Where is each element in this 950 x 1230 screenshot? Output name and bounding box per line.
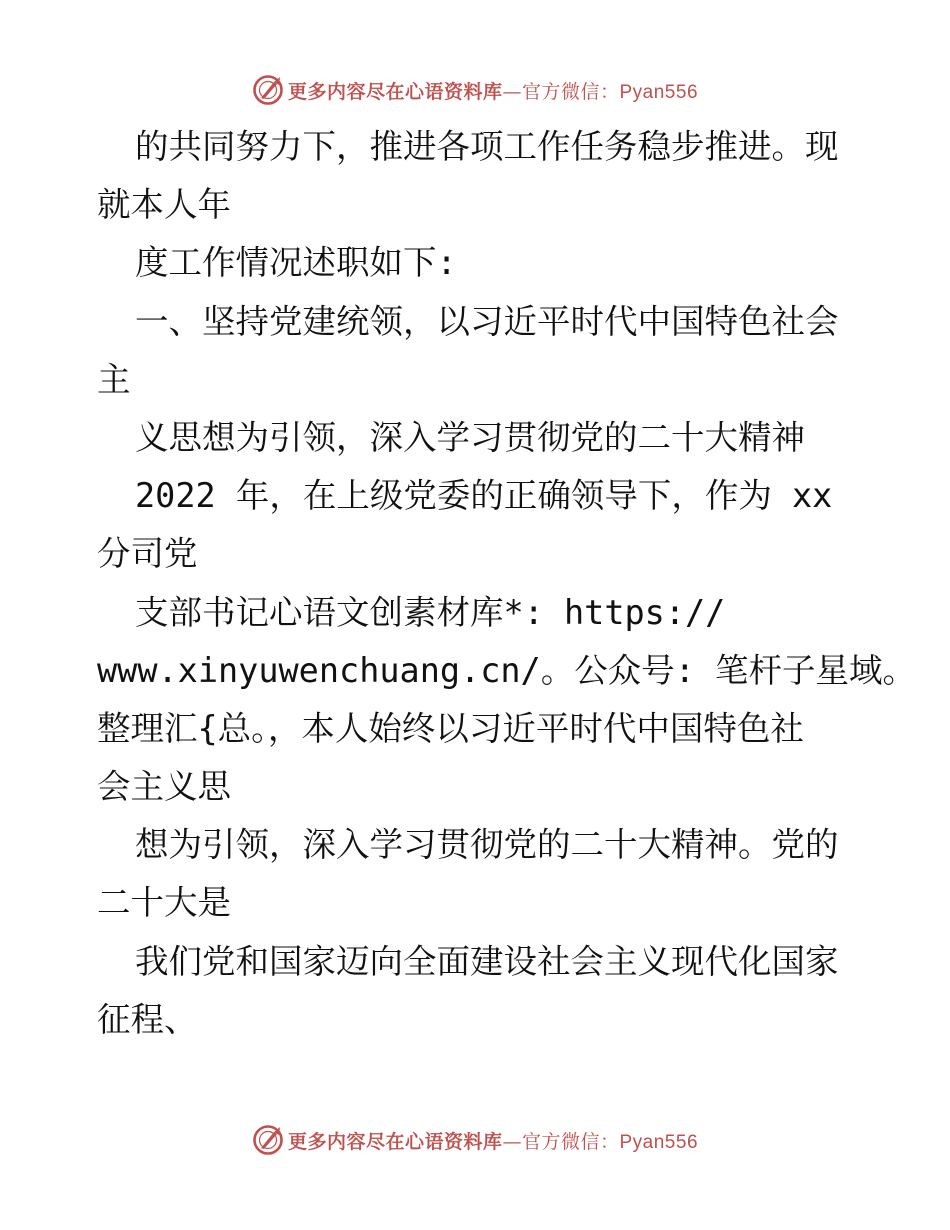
footer-brand: 更多内容尽在心语资料库 [287, 1130, 503, 1153]
body-line: 想为引领，深入学习贯彻党的二十大精神。党的 [135, 825, 839, 865]
footer-wechat-label: 官方微信： [521, 1130, 620, 1153]
body-line: 二十大是 [97, 883, 231, 923]
body-line: 的共同努力下，推进各项工作任务稳步推进。现 [135, 127, 839, 166]
body-line: 整理汇{总。，本人始终以习近平时代中国特色社 [97, 708, 804, 748]
document-body [97, 118, 917, 1049]
body-line: 主 [97, 359, 131, 399]
header-dash: — [502, 80, 522, 103]
body-line: 2022 年，在上级党委的正确领导下，作为 xx [135, 476, 833, 516]
header-brand: 更多内容尽在心语资料库 [287, 80, 503, 103]
header-wechat-id: Pyan556 [619, 81, 699, 103]
footer-banner-text [288, 1127, 698, 1154]
body-line: 度工作情况述职如下: [135, 243, 457, 283]
body-line: 我们党和国家迈向全面建设社会主义现代化国家 [135, 941, 839, 981]
body-line: www.xinyuwenchuang.cn/。公众号: 笔杆子星域。 [97, 650, 917, 690]
body-line: 支部书记心语文创素材库*: https:// [135, 592, 726, 632]
header-banner [0, 72, 950, 108]
footer-banner [0, 1122, 950, 1158]
body-line: 就本人年 [97, 185, 231, 225]
header-banner-text [288, 77, 698, 104]
quill-logo-icon [252, 74, 284, 106]
header-wechat-label: 官方微信： [521, 80, 620, 103]
body-line: 一、坚持党建统领，以习近平时代中国特色社会 [135, 301, 839, 341]
body-line: 会主义思 [97, 767, 231, 807]
quill-logo-icon [252, 1124, 284, 1156]
footer-dash: — [502, 1130, 522, 1153]
body-line: 分司党 [97, 534, 198, 574]
body-line: 征程、 [97, 999, 198, 1039]
body-line: 义思想为引领，深入学习贯彻党的二十大精神 [135, 417, 805, 457]
footer-wechat-id: Pyan556 [619, 1131, 699, 1153]
